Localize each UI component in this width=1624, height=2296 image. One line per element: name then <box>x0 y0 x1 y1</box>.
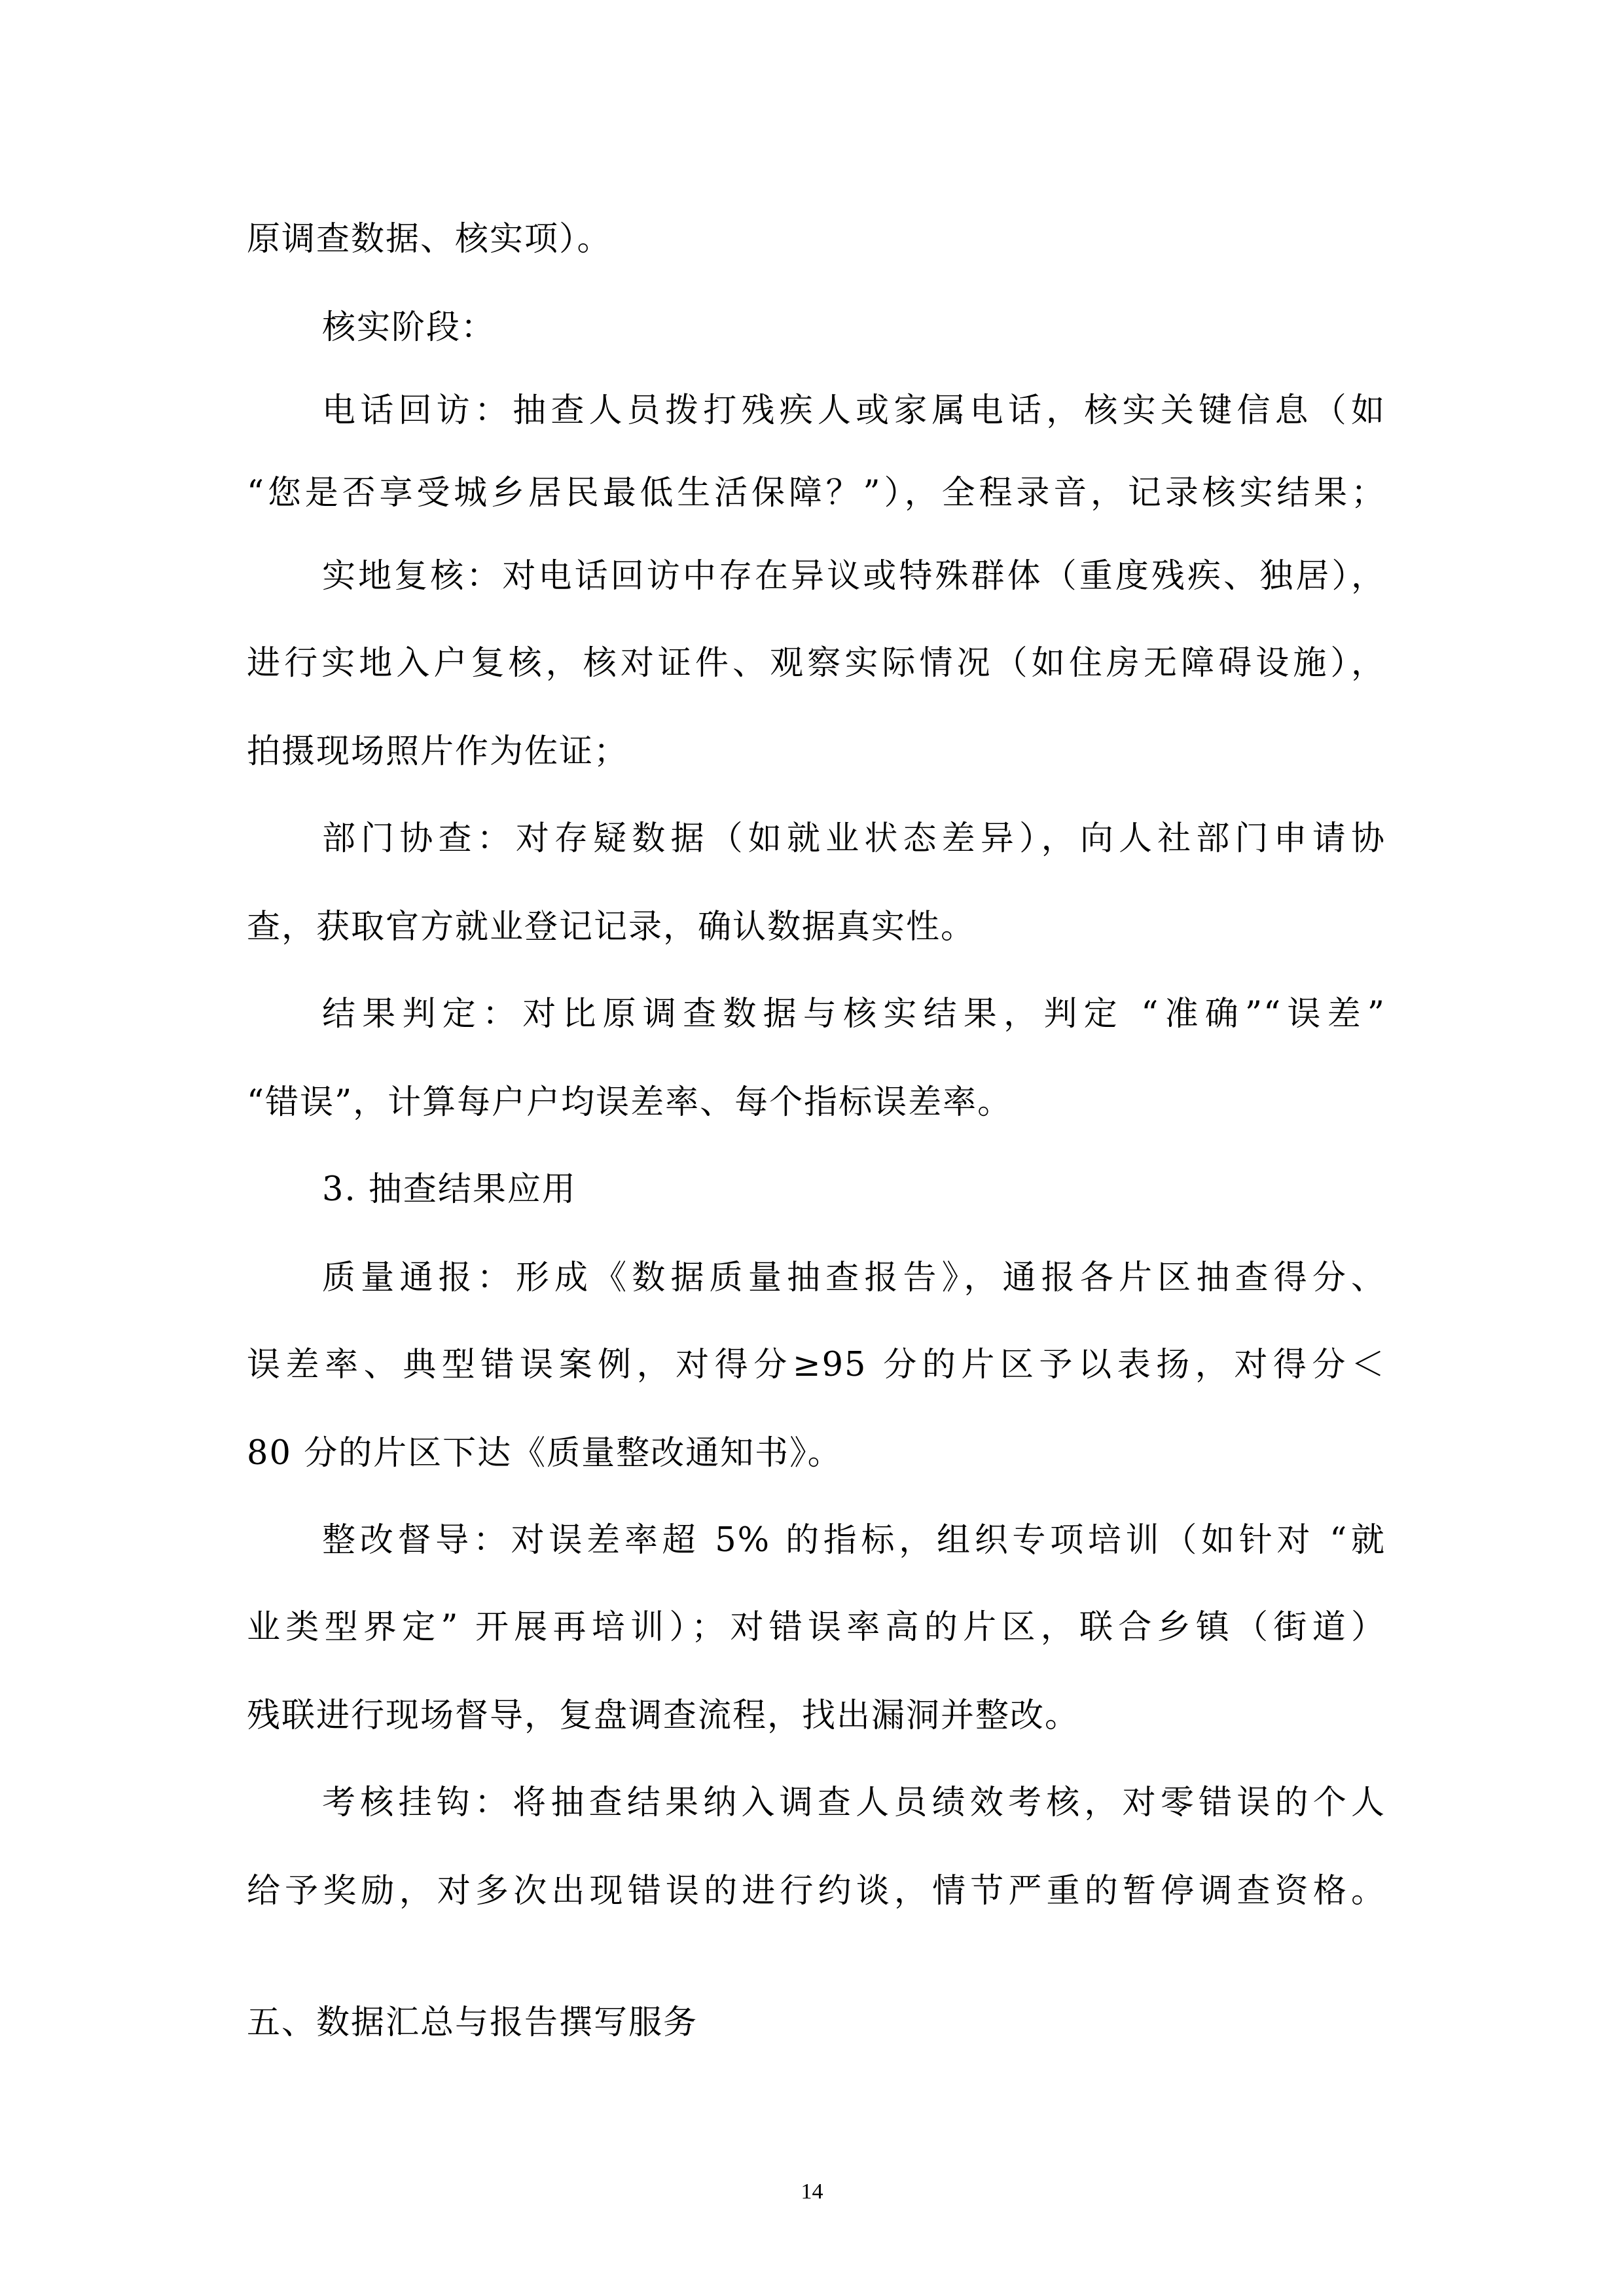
text-line-13: 质量通报：形成《数据质量抽查报告》，通报各片区抽查得分、 <box>322 1259 1386 1297</box>
text-line-12: 3. 抽查结果应用 <box>322 1170 577 1209</box>
text-line-7: 拍摄现场照片作为佐证； <box>247 732 629 771</box>
text-line-5: 实地复核：对电话回访中存在异议或特殊群体（重度残疾、独居）， <box>322 557 1386 596</box>
text-line-11: “错误”，计算每户户均误差率、每个指标误差率。 <box>247 1083 1013 1122</box>
section-heading: 五、数据汇总与报告撰写服务 <box>247 2003 698 2042</box>
text-line-6: 进行实地入户复核，核对证件、观察实际情况（如住房无障碍设施）， <box>247 644 1386 683</box>
text-line-19: 考核挂钩：将抽查结果纳入调查人员绩效考核，对零错误的个人 <box>322 1784 1386 1822</box>
text-line-14: 误差率、典型错误案例，对得分≥95 分的片区予以表扬，对得分＜ <box>247 1346 1386 1384</box>
text-line-16: 整改督导：对误差率超 5% 的指标，组织专项培训（如针对 “就 <box>322 1521 1386 1560</box>
text-line-1: 原调查数据、核实项）。 <box>247 220 612 259</box>
text-line-10: 结果判定：对比原调查数据与核实结果，判定 “准确”“误差” <box>322 995 1386 1033</box>
page-number: 14 <box>801 2179 823 2204</box>
text-line-17: 业类型界定” 开展再培训）；对错误率高的片区，联合乡镇（街道） <box>247 1608 1386 1647</box>
text-line-2: 核实阶段： <box>322 308 496 347</box>
text-line-4: “您是否享受城乡居民最低生活保障？”），全程录音，记录核实结果； <box>247 474 1386 512</box>
text-line-9: 查，获取官方就业登记记录，确认数据真实性。 <box>247 908 976 946</box>
text-line-8: 部门协查：对存疑数据（如就业状态差异），向人社部门申请协 <box>322 819 1386 858</box>
text-line-18: 残联进行现场督导，复盘调查流程，找出漏洞并整改。 <box>247 1696 1080 1735</box>
text-line-3: 电话回访：抽查人员拨打残疾人或家属电话，核实关键信息（如 <box>322 391 1386 430</box>
text-line-15: 80 分的片区下达《质量整改通知书》。 <box>247 1434 842 1473</box>
text-line-20: 给予奖励，对多次出现错误的进行约谈，情节严重的暂停调查资格。 <box>247 1872 1386 1910</box>
